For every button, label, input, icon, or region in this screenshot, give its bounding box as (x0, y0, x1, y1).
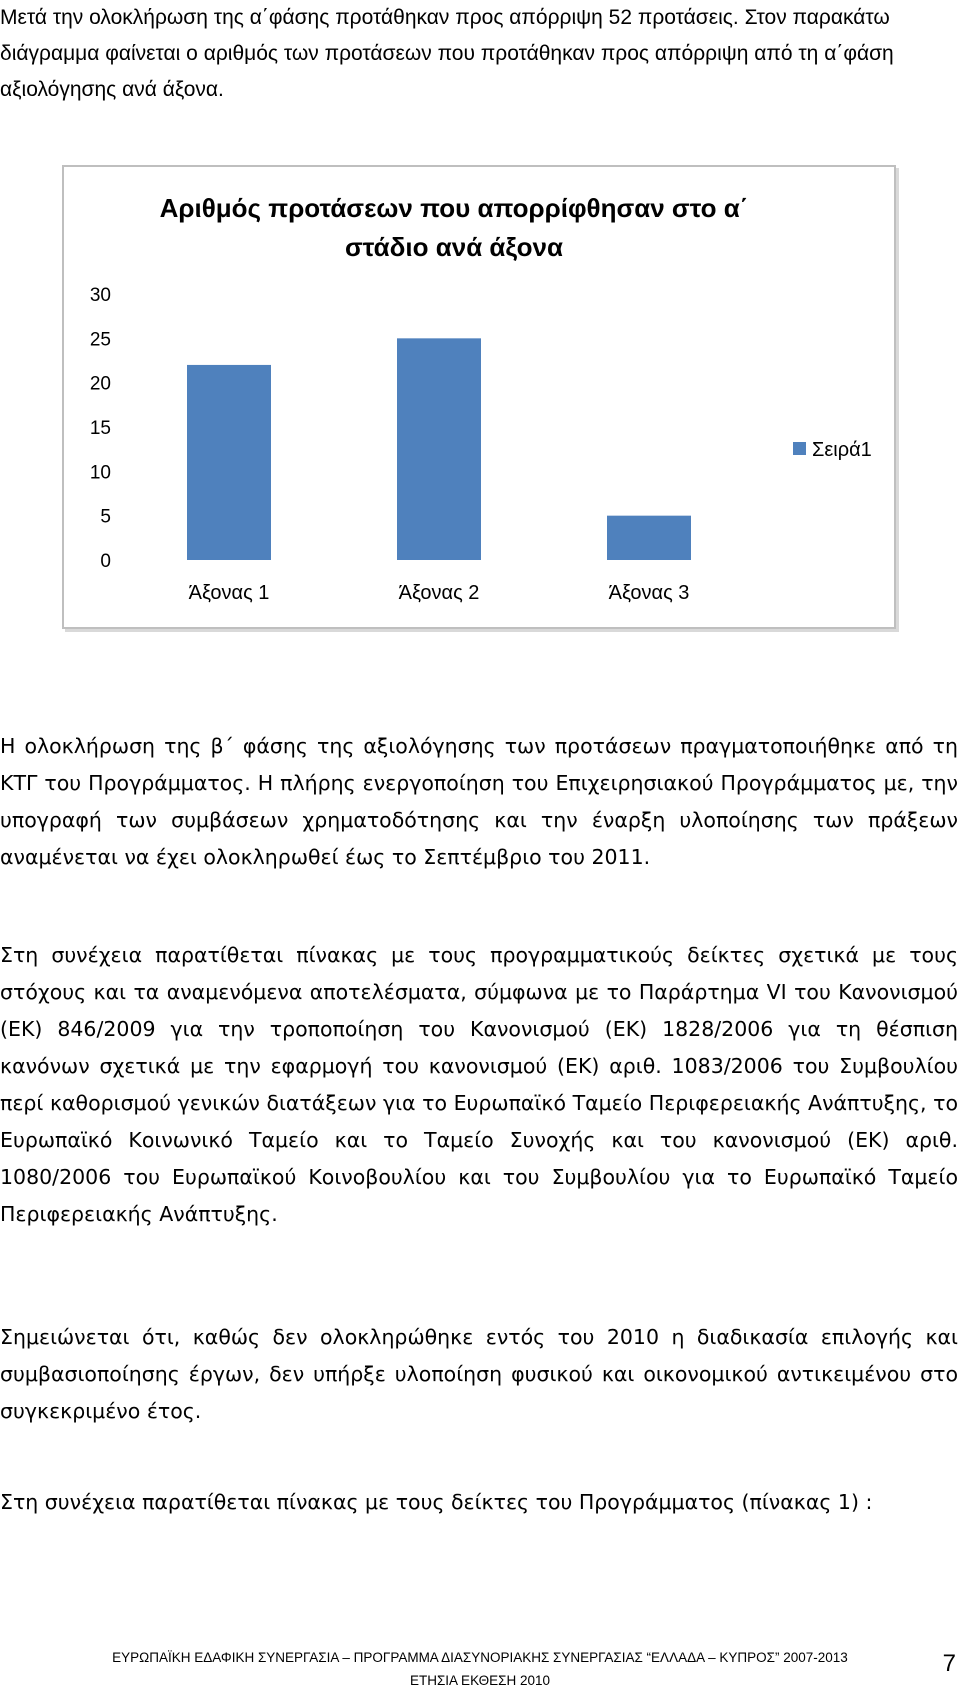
y-tick-label: 15 (89, 418, 111, 439)
paragraph-implementation-note: Σημειώνεται ότι, καθώς δεν ολοκληρώθηκε εντός του 2010 η διαδικασία επιλογής και συμβασιοποίησης έργων, δεν υπήρξε υλοποίηση φυσικού και οικονομικού αντικειμένου στο συγκεκριμένο έτος. (0, 1325, 958, 1423)
footer-report-title: ΕΤΗΣΙΑ ΕΚΘΕΣΗ 2010 (409, 1673, 551, 1688)
bar (397, 338, 481, 560)
footer-programme: ΕΥΡΩΠΑΪΚΗ ΕΔΑΦΙΚΗ ΣΥΝΕΡΓΑΣΙΑ – ΠΡΟΓΡΑΜΜΑ ΔΙΑΣΥΝΟΡΙΑΚΗΣ ΣΥΝΕΡΓΑΣΙΑΣ “ΕΛΛΑΔΑ – ΚΥΠΡΟΣ” 2007-2013 (112, 1650, 848, 1665)
paragraph-table-intro: Στη συνέχεια παρατίθεται πίνακας με τους δείκτες του Προγράμματος (πίνακας 1) : (0, 1490, 873, 1514)
paragraph-phase-b: Η ολοκλήρωση της β΄ φάσης της αξιολόγησης των προτάσεων πραγματοποιήθηκε από τη ΚΤΓ του Προγράμματος. Η πλήρης ενεργοποίηση του Επιχειρησιακού Προγράμματος με, την υπογραφή των συμβάσεων χρηματοδότησης και την έναρξη υλοποίησης των πράξεων αναμένεται να έχει ολοκληρωθεί έως το Σεπτέμβριο του 2011. (0, 734, 958, 869)
bars-group (187, 338, 691, 560)
x-category-label: Άξονας 1 (188, 582, 270, 604)
page-number: 7 (942, 1650, 956, 1677)
paragraph-indicators: Στη συνέχεια παρατίθεται πίνακας με τους προγραμματικούς δείκτες σχετικά με τους στόχους και τα αναμενόμενα αποτελέσματα, σύμφωνα με το Παράρτημα VI του Κανονισμού (ΕΚ) 846/2009 για την τροποποίηση του Κανονισμού (ΕΚ) 1828/2006 για τη θέσπιση κανόνων σχετικά με την εφαρμογή του κανονισμού (ΕΚ) αριθ. 1083/2006 του Συμβουλίου περί καθορισμού γενικών διατάξεων για το Ευρωπαϊκό Ταμείο Περιφερειακής Ανάπτυξης, το Ευρωπαϊκό Κοινωνικό Ταμείο και το Ταμείο Συνοχής και του κανονισμού (ΕΚ) αριθ. 1080/2006 του Ευρωπαϊκού Κοινοβουλίου και του Συμβουλίου για το Ευρωπαϊκό Ταμείο Περιφερειακής Ανάπτυξης. (0, 943, 958, 1226)
y-tick-label: 10 (89, 462, 111, 484)
bar (187, 365, 271, 560)
intro-paragraph: Μετά την ολοκλήρωση της α΄φάσης προτάθηκαν προς απόρριψη 52 προτάσεις. Στον παρακάτω διάγραμμα φαίνεται ο αριθμός των προτάσεων που προτάθηκαν προς απόρριψη από τη α΄φάση αξιολόγησης ανά άξονα. (0, 6, 894, 101)
x-category-label: Άξονας 3 (608, 582, 690, 604)
y-tick-label: 0 (100, 551, 111, 572)
legend-swatch (793, 442, 806, 455)
chart-title-line2: στάδιο ανά άξονα (345, 232, 563, 262)
chart-title-line1: Αριθμός προτάσεων που απορρίφθησαν στο α΄ (159, 193, 749, 223)
y-tick-label: 30 (89, 285, 111, 306)
x-axis (189, 582, 690, 604)
legend-label: Σειρά1 (812, 439, 872, 461)
x-category-label: Άξονας 2 (398, 582, 480, 604)
y-axis (90, 285, 111, 572)
legend (793, 439, 872, 461)
y-tick-label: 25 (89, 329, 111, 351)
bar-chart (62, 165, 896, 629)
y-tick-label: 5 (100, 506, 111, 528)
bar (607, 516, 691, 560)
y-tick-label: 20 (89, 373, 111, 395)
chart-canvas (64, 167, 894, 627)
